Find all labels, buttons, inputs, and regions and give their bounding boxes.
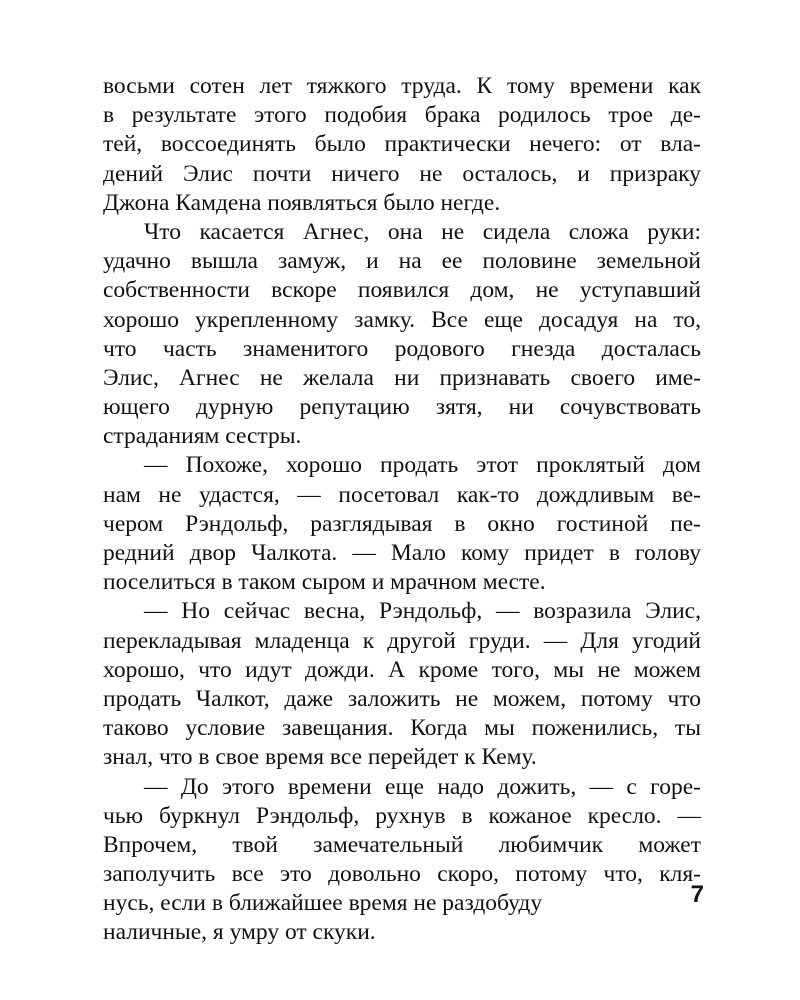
text-line: удачно вышла замуж, и на ее половине земельной (103, 248, 701, 275)
text-line: перекладывая младенца к другой груди. — Для угодий (103, 627, 701, 654)
text-line: что часть знаменитого родового гнезда досталась (103, 335, 701, 362)
text-line: знал, что в свое время все перейдет к Кему. (103, 744, 537, 771)
text-line: — До этого времени еще надо дожить, — с горе- (144, 773, 701, 800)
text-line: заполучить все это довольно скоро, потому что, кля- (103, 861, 701, 888)
page-number: 7 (690, 881, 704, 908)
text-line: нусь, если в ближайшее время не раздобуду (103, 890, 543, 917)
text-line: Элис, Агнес не желала ни признавать своего име- (103, 364, 701, 391)
text-line: Что касается Агнес, она не сидела сложа руки: (144, 218, 701, 245)
text-line: восьми сотен лет тяжкого труда. К тому времени как (103, 73, 701, 99)
text-line: в результате этого подобия брака родилось трое де- (103, 102, 701, 129)
text-line: таково условие завещания. Когда мы поженились, ты (103, 715, 701, 742)
text-line: — Похоже, хорошо продать этот проклятый дом (144, 452, 701, 479)
text-line: собственности вскоре появился дом, не уступавший (103, 277, 701, 304)
text-line: чером Рэндольф, разглядывая в окно гостиной пе- (103, 510, 701, 537)
text-line: хорошо, что идут дожди. А кроме того, мы не можем (103, 656, 701, 683)
text-line: страданиям сестры. (103, 423, 302, 450)
text-line: Впрочем, твой замечательный любимчик может (103, 831, 701, 858)
text-line: редний двор Чалкота. — Мало кому придет в голову (103, 540, 701, 566)
text-line: чью буркнул Рэндольф, рухнув в кожаное кресло. — (103, 802, 701, 829)
text-line: — Но сейчас весна, Рэндольф, — возразила Элис, (144, 598, 701, 625)
text-line: хорошо укрепленному замку. Все еще досадуя на то, (103, 306, 701, 333)
text-line: продать Чалкот, даже заложить не можем, потому что (103, 685, 701, 712)
text-line: тей, воссоединять было практически нечего: от вла- (103, 131, 701, 158)
text-line: наличные, я умру от скуки. (103, 919, 376, 946)
text-line: ющего дурную репутацию зятя, ни сочувствовать (103, 394, 701, 421)
text-line: дений Элис почти ничего не осталось, и призраку (103, 160, 701, 187)
text-line: Джона Камдена появляться было негде. (103, 189, 501, 216)
text-line: нам не удастся, — посетовал как-то дождливым ве- (103, 481, 701, 508)
body-text (103, 72, 701, 948)
text-line: поселиться в таком сыром и мрачном месте. (103, 569, 546, 596)
